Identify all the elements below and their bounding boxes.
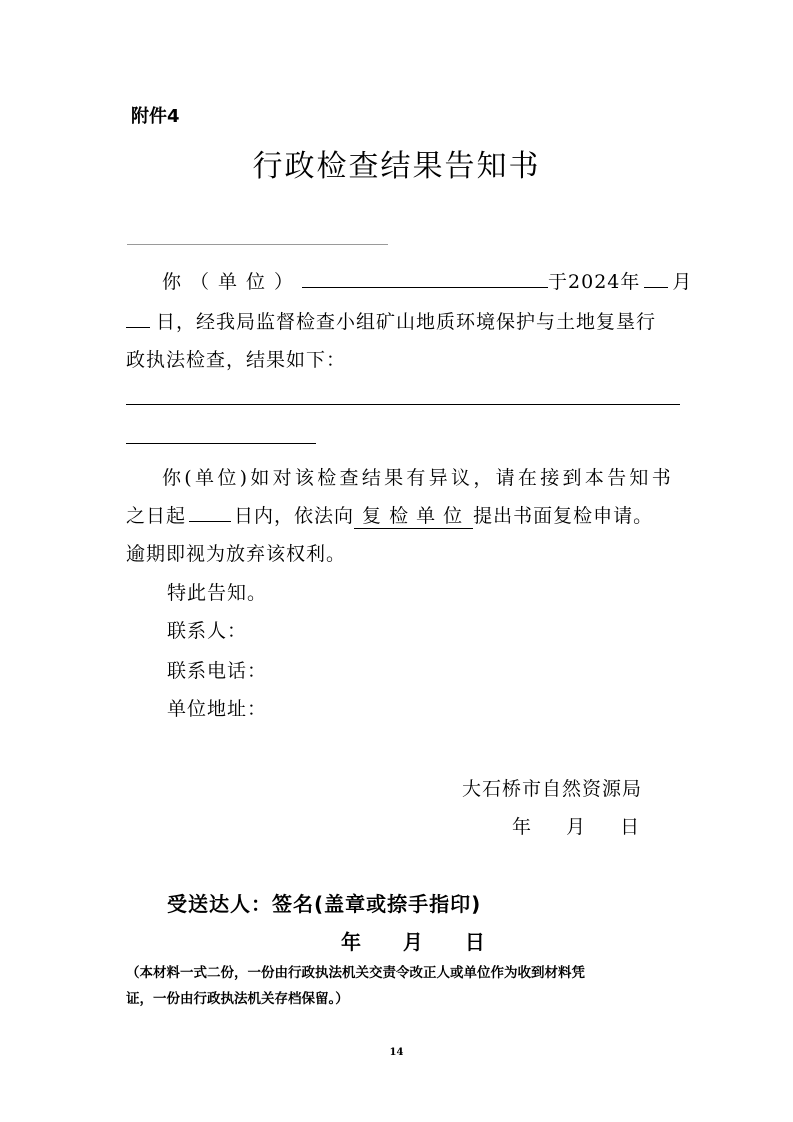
para1-line3: 政执法检查，结果如下： — [126, 349, 347, 371]
para1-month: 月 — [672, 271, 693, 293]
issuer-name: 大石桥市自然资源局 — [462, 778, 643, 800]
day-blank[interactable] — [126, 307, 150, 328]
para2-prefix: 之日起 — [126, 505, 187, 527]
para1-prefix: 你（单位） — [162, 271, 303, 293]
para2-mid: 日内，依法向 — [234, 505, 355, 527]
result-line-1[interactable] — [126, 404, 680, 405]
footnote-line2: 证，一份由行政执法机关存档保留。） — [126, 991, 349, 1007]
issuer-date: 年 月 日 — [512, 816, 641, 838]
unit-name-blank[interactable] — [302, 267, 548, 288]
contact-phone-label: 联系电话： — [167, 660, 268, 682]
para2-line3: 逾期即视为放弃该权利。 — [126, 543, 347, 565]
para1-line2 — [126, 307, 656, 334]
unit-address-label: 单位地址： — [167, 698, 268, 720]
decorative-rule — [127, 244, 388, 245]
month-blank[interactable] — [644, 267, 668, 288]
result-line-2[interactable] — [126, 443, 316, 444]
para1-line2-text: 日，经我局监督检查小组矿山地质环境保护与土地复垦行 — [156, 311, 657, 333]
para1-line1 — [162, 267, 692, 294]
page-number: 14 — [389, 1047, 404, 1058]
attachment-label: 附件4 — [131, 106, 180, 127]
days-blank[interactable] — [189, 501, 231, 522]
notice-end: 特此告知。 — [167, 582, 268, 604]
contact-person-label: 联系人： — [167, 620, 248, 642]
recipient-date: 年 月 日 — [341, 930, 485, 954]
para1-year: 于2024年 — [548, 271, 641, 293]
para2-suffix: 提出书面复检申请。 — [473, 505, 654, 527]
review-unit: 复 检 单 位 — [354, 501, 473, 529]
para2-line2 — [126, 501, 653, 529]
recipient-signature: 受送达人：签名(盖章或捺手指印) — [167, 892, 482, 916]
footnote-line1: （本材料一式二份，一份由行政执法机关交责令改正人或单位作为收到材料凭 — [126, 965, 585, 981]
document-title: 行政检查结果告知书 — [252, 149, 541, 184]
para2-line1: 你(单位)如对该检查结果有异议，请在接到本告知书 — [162, 467, 675, 489]
